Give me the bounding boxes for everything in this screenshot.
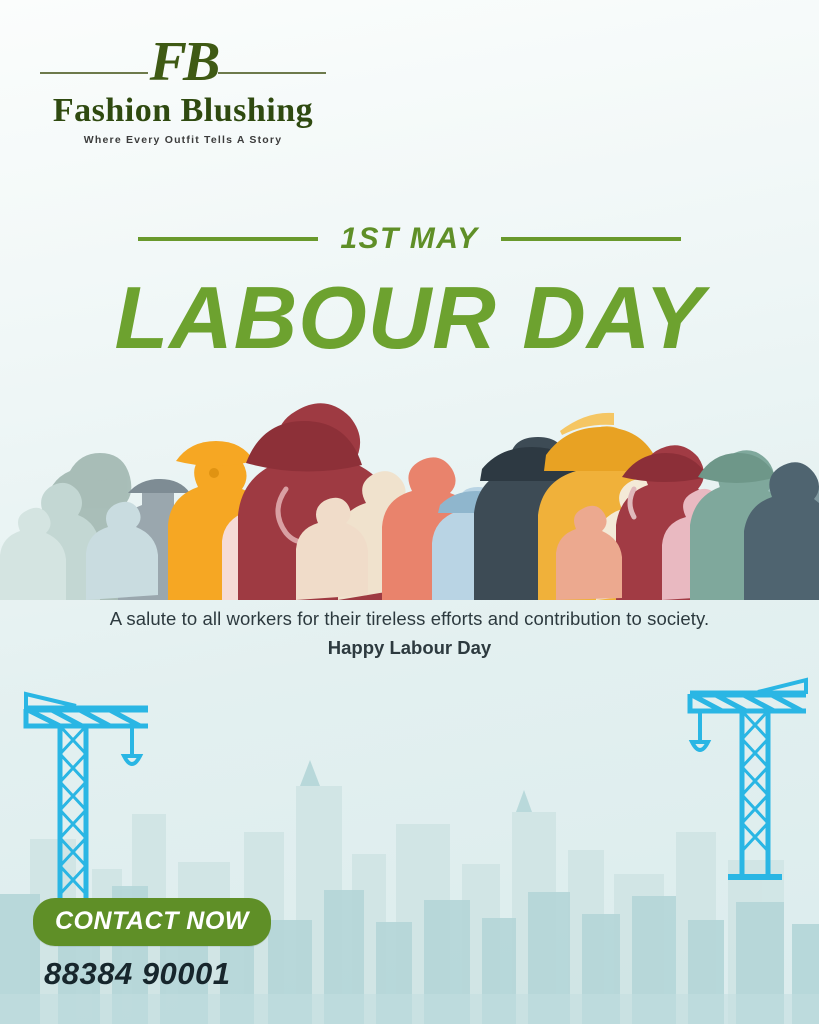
eyebrow-date: 1ST MAY (340, 222, 479, 255)
logo-divider (38, 72, 328, 74)
eyebrow-rule-right (501, 237, 681, 241)
workers-crowd-illustration (0, 385, 819, 600)
contact-now-button[interactable]: CONTACT NOW (33, 898, 271, 946)
contact-phone-number[interactable]: 88384 90001 (44, 956, 231, 991)
eyebrow-row (0, 222, 819, 256)
brand-tagline: Where Every Outfit Tells A Story (83, 134, 283, 146)
greeting-message (0, 608, 819, 659)
message-line-2: Happy Labour Day (327, 637, 492, 658)
brand-name: Fashion Blushing (52, 92, 314, 129)
brand-logo (38, 31, 328, 146)
eyebrow-rule-left (138, 237, 318, 241)
page-title: LABOUR DAY (114, 268, 705, 367)
brand-monogram-icon: FB (149, 31, 217, 93)
message-line-1: A salute to all workers for their tireless efforts and contribution to society. (109, 608, 710, 629)
